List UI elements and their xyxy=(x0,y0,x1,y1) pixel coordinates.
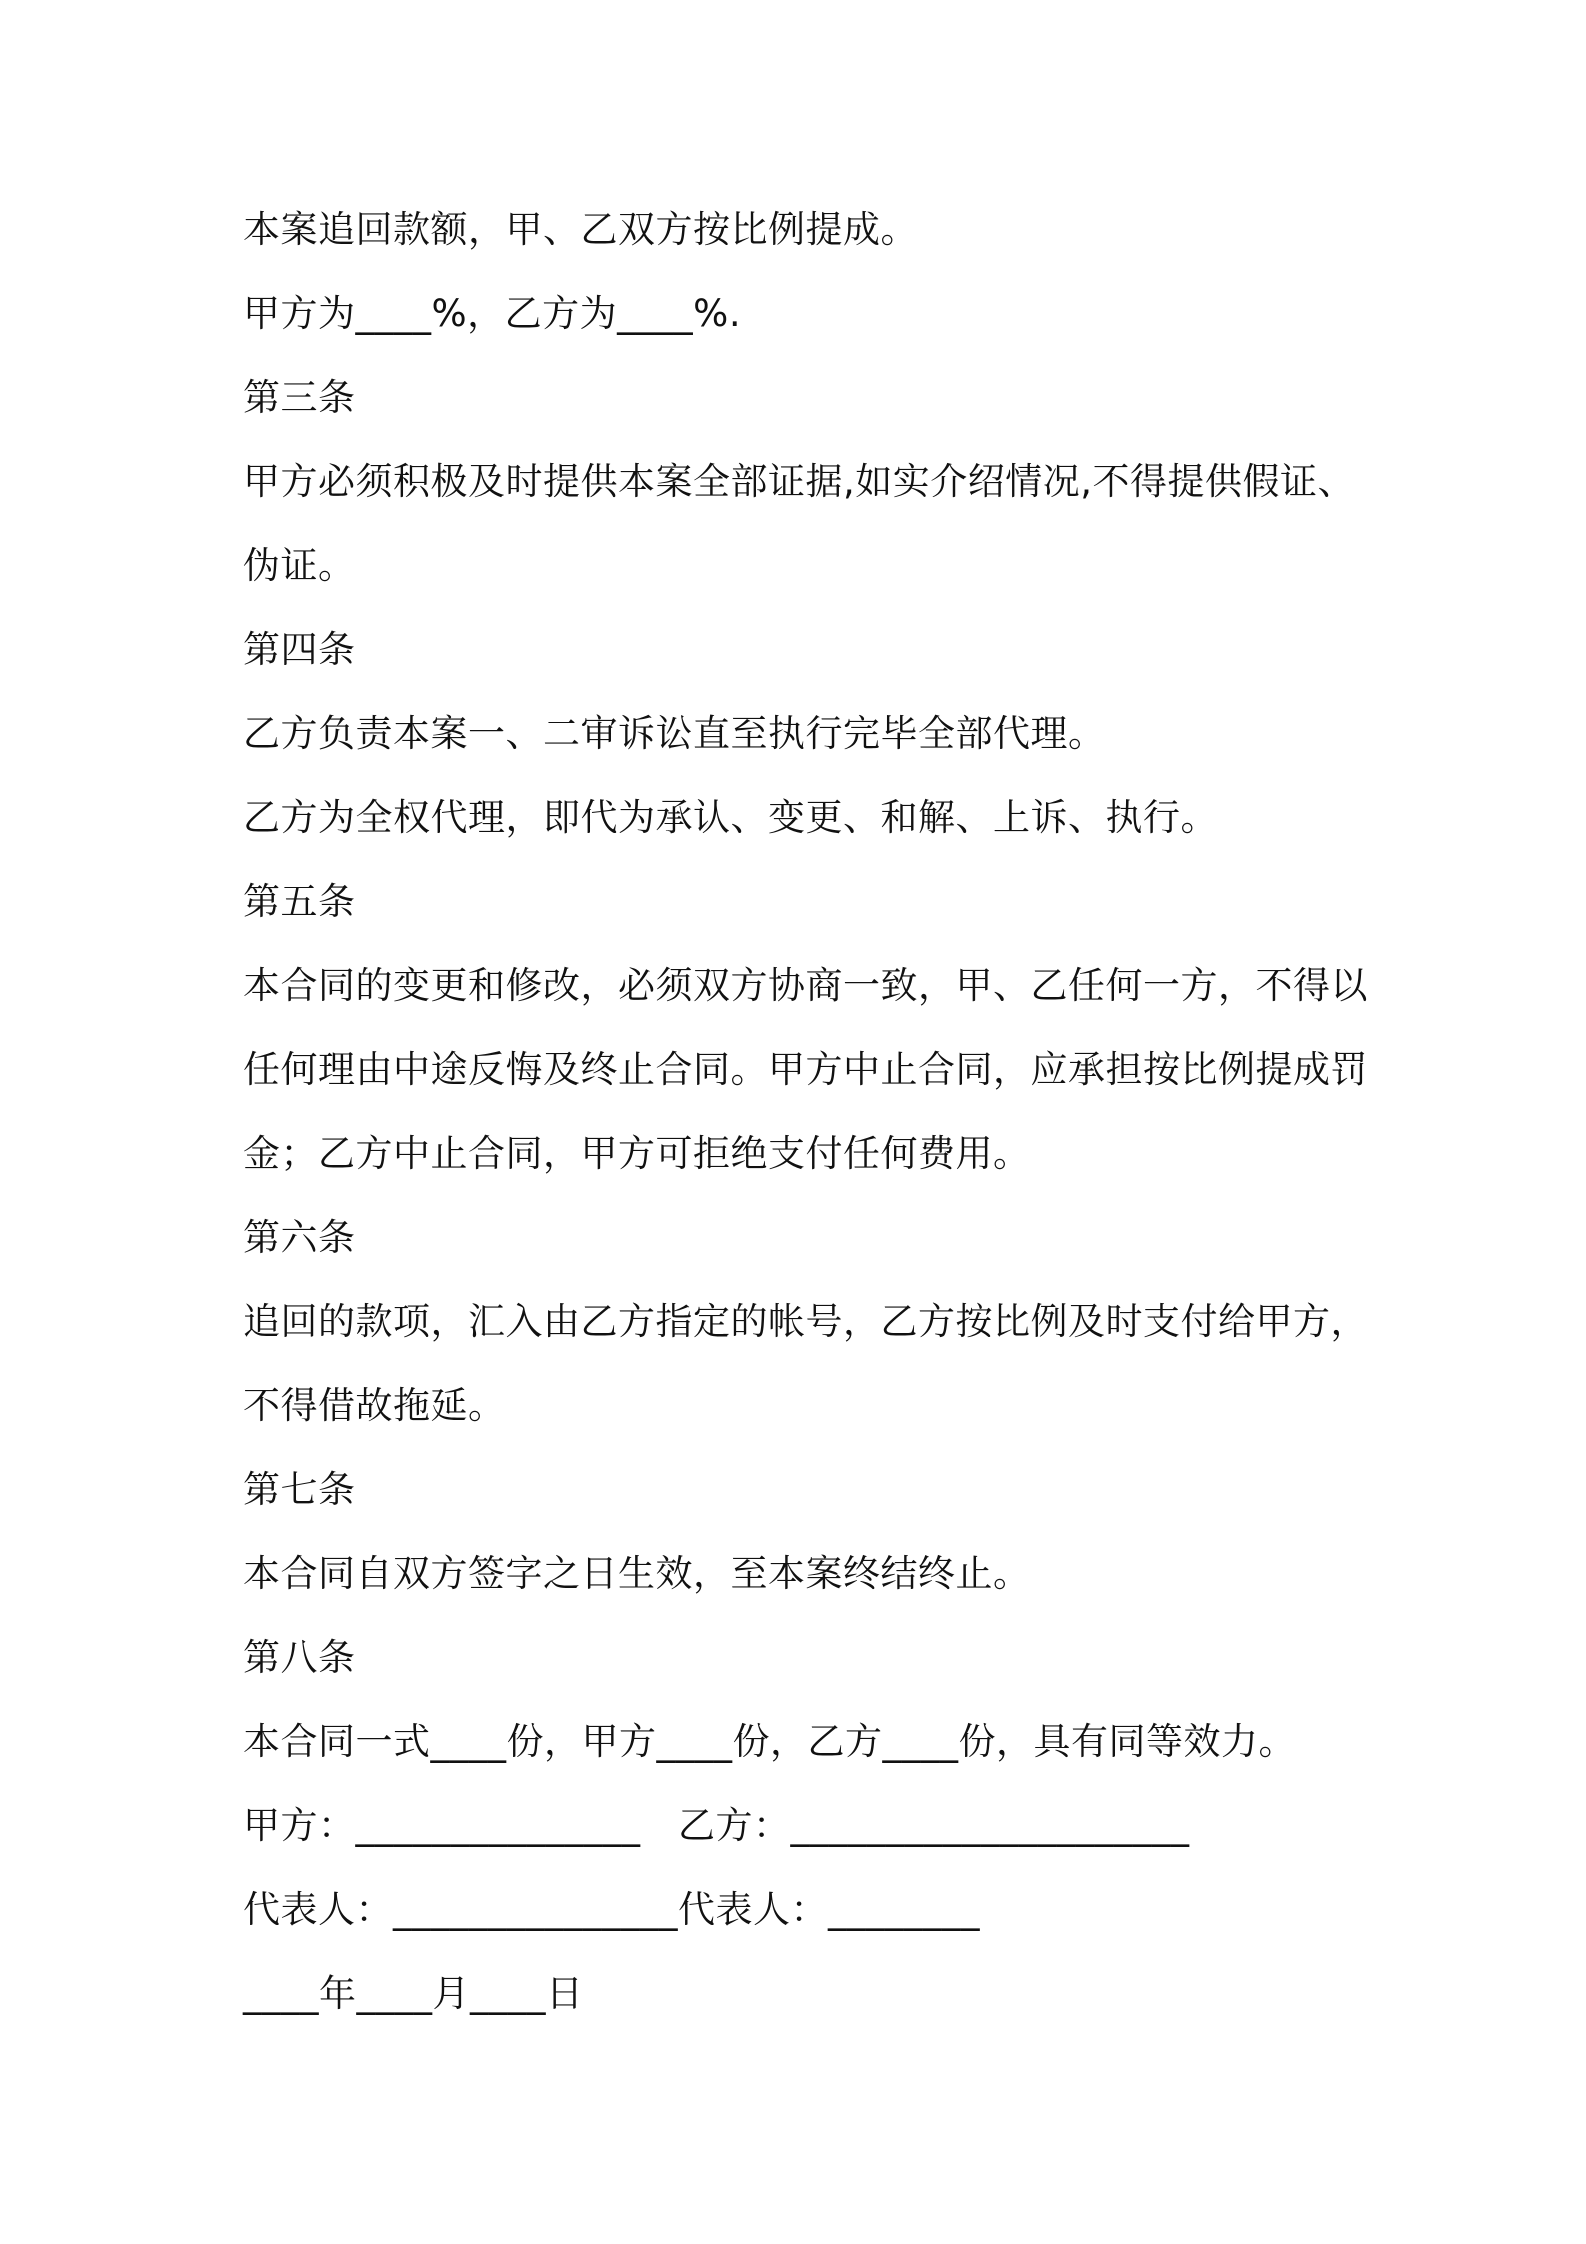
article-6-text-line-1: 追回的款项，汇入由乙方指定的帐号，乙方按比例及时支付给甲方， xyxy=(243,1300,1368,1343)
article-3-text-line-1: 甲方必须积极及时提供本案全部证据,如实介绍情况,不得提供假证、 xyxy=(243,460,1356,503)
article-5-text-line-3: 金；乙方中止合同，甲方可拒绝支付任何费用。 xyxy=(243,1132,1031,1175)
article-8-text: 本合同一式____份，甲方____份，乙方____份，具有同等效力。 xyxy=(243,1720,1296,1763)
article-7-text: 本合同自双方签字之日生效，至本案终结终止。 xyxy=(243,1552,1031,1595)
signature-representatives-line: 代表人：_______________代表人：________ xyxy=(243,1888,980,1931)
paragraph-percentages: 甲方为____%，乙方为____%. xyxy=(243,292,742,335)
article-8-heading: 第八条 xyxy=(243,1636,356,1679)
paragraph-profit-share: 本案追回款额，甲、乙双方按比例提成。 xyxy=(243,208,918,251)
article-5-text-line-1: 本合同的变更和修改，必须双方协商一致，甲、乙任何一方，不得以 xyxy=(243,964,1368,1007)
article-4-text-line-2: 乙方为全权代理，即代为承认、变更、和解、上诉、执行。 xyxy=(243,796,1218,839)
article-5-heading: 第五条 xyxy=(243,880,356,923)
article-6-heading: 第六条 xyxy=(243,1216,356,1259)
article-4-text-line-1: 乙方负责本案一、二审诉讼直至执行完毕全部代理。 xyxy=(243,712,1106,755)
signature-parties-line: 甲方：_______________ 乙方：_____________________ xyxy=(243,1804,1190,1847)
article-4-heading: 第四条 xyxy=(243,628,356,671)
article-3-text-line-2: 伪证。 xyxy=(243,544,356,587)
signature-date-line: ____年____月____日 xyxy=(243,1972,584,2015)
article-6-text-line-2: 不得借故拖延。 xyxy=(243,1384,506,1427)
article-7-heading: 第七条 xyxy=(243,1468,356,1511)
article-5-text-line-2: 任何理由中途反悔及终止合同。甲方中止合同，应承担按比例提成罚 xyxy=(243,1048,1368,1091)
article-3-heading: 第三条 xyxy=(243,376,356,419)
